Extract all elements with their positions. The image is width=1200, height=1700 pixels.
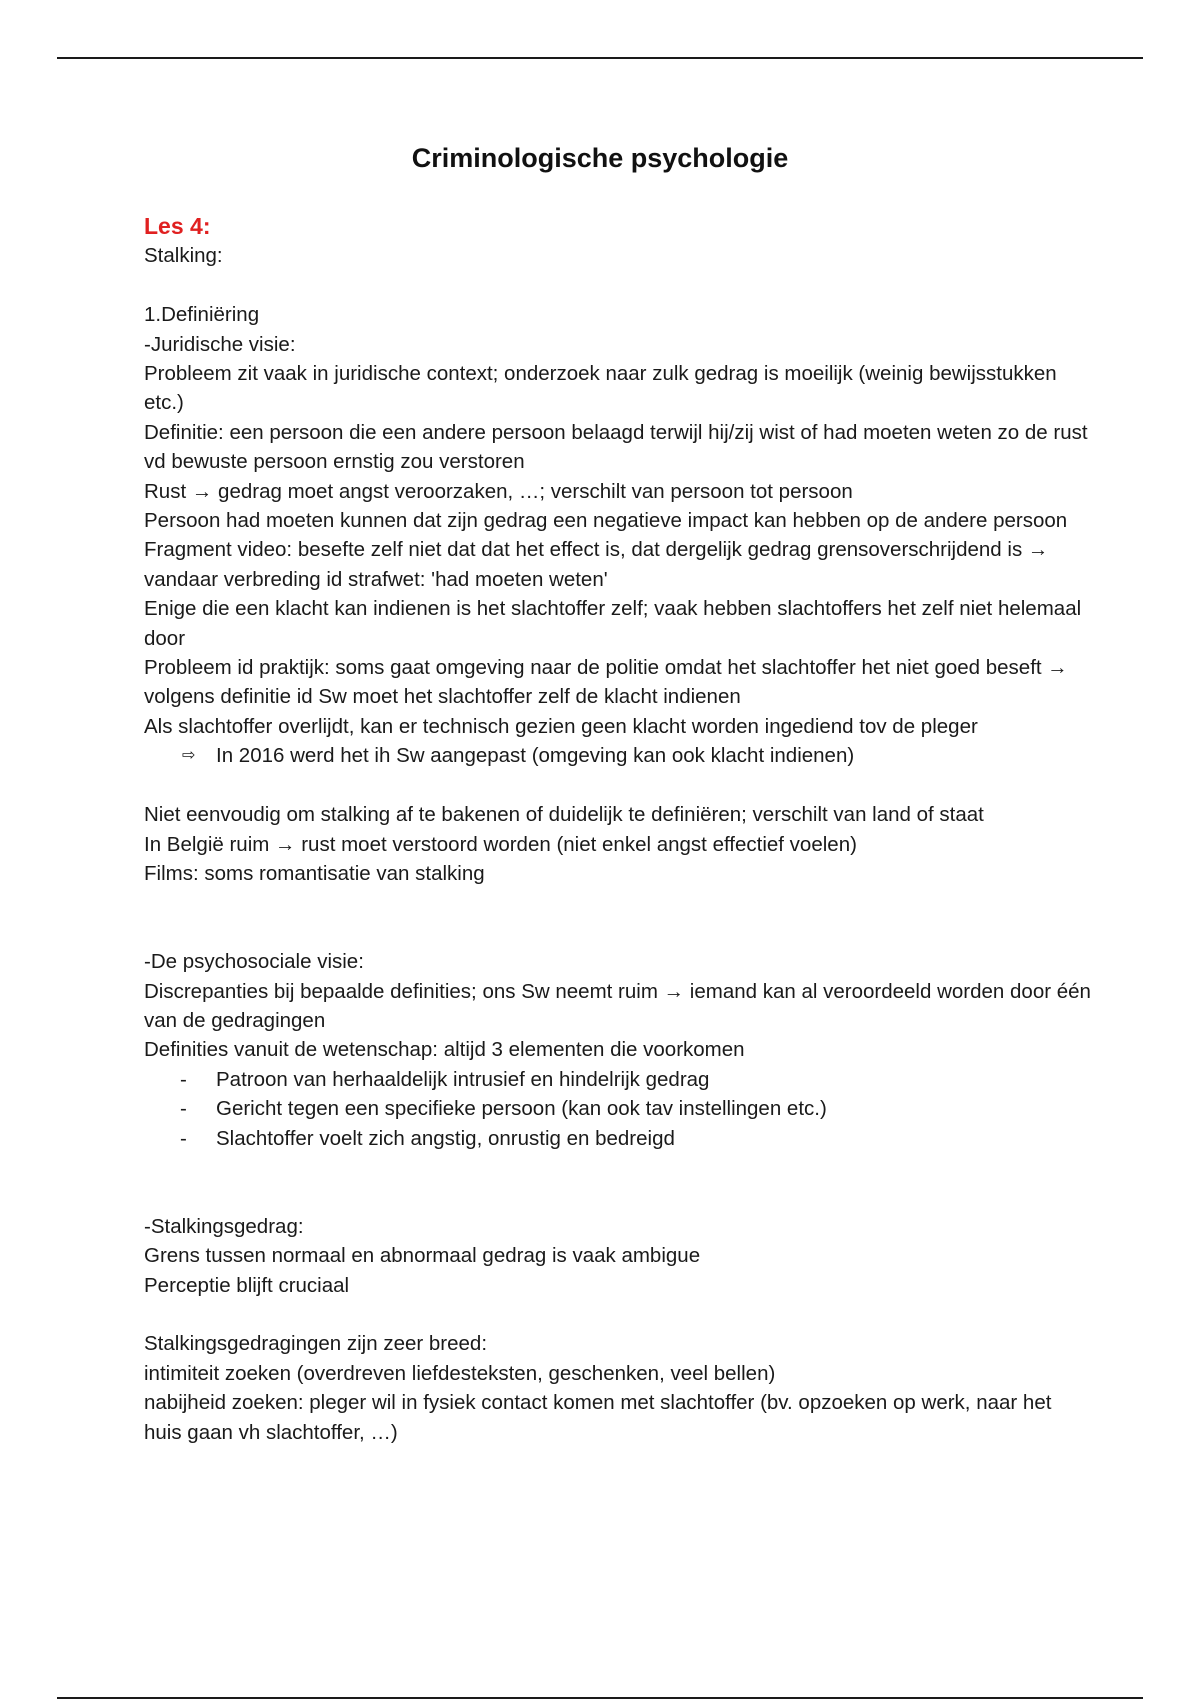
paragraph: Probleem zit vaak in juridische context; onderzoek naar zulk gedrag is moeilijk (weinig bewijsstukken etc.): [144, 362, 1057, 415]
paragraph: Grens tussen normaal en abnormaal gedrag is vaak ambigue: [144, 1244, 701, 1268]
dash-bullet: -: [180, 1067, 187, 1091]
paragraph: Stalkingsgedragingen zijn zeer breed:: [144, 1332, 488, 1356]
bullet-item: [144, 1065, 1094, 1094]
top-rule: [57, 57, 1143, 59]
bullet-item: [144, 1124, 1094, 1153]
subsection-juridisch: -Juridische visie:: [144, 332, 296, 356]
paragraph: Als slachtoffer overlijdt, kan er technisch gezien geen klacht worden ingediend tov de pleger: [144, 714, 978, 738]
bullet-text: Patroon van herhaaldelijk intrusief en hindelrijk gedrag: [216, 1067, 710, 1091]
bottom-rule: [57, 1697, 1143, 1699]
paragraph: intimiteit zoeken (overdreven liefdesteksten, geschenken, veel bellen): [144, 1361, 776, 1385]
document-title: Criminologische psychologie: [411, 143, 789, 173]
paragraph: Enige die een klacht kan indienen is het slachtoffer zelf; vaak hebben slachtoffers het zelf niet helemaal door: [144, 597, 1082, 650]
subsection-stalkingsgedrag: -Stalkingsgedrag:: [144, 1214, 304, 1238]
paragraph: Persoon had moeten kunnen dat zijn gedrag een negatieve impact kan hebben op de andere persoon: [144, 509, 1068, 533]
arrow-bullet-icon: ⇨: [182, 747, 196, 765]
paragraph: In België ruim → rust moet verstoord worden (niet enkel angst effectief voelen): [144, 832, 857, 856]
subsection-psychosociaal: -De psychosociale visie:: [144, 950, 364, 974]
paragraph: Discrepanties bij bepaalde definities; ons Sw neemt ruim → iemand kan al veroordeeld worden door één van de gedragingen: [144, 979, 1091, 1032]
paragraph: Rust → gedrag moet angst veroorzaken, …; verschilt van persoon tot persoon: [144, 479, 853, 503]
bullet-text: Gericht tegen een specifieke persoon (kan ook tav instellingen etc.): [216, 1097, 827, 1121]
dash-bullet: -: [180, 1126, 187, 1150]
bullet-item: [144, 1094, 1094, 1123]
dash-bullet: -: [180, 1097, 187, 1121]
paragraph: Films: soms romantisatie van stalking: [144, 861, 485, 885]
paragraph: Perceptie blijft cruciaal: [144, 1273, 350, 1297]
paragraph: Fragment video: besefte zelf niet dat dat het effect is, dat dergelijk gedrag grensoverschrijdend is → vandaar verbreding id strafwet: 'had moeten weten': [144, 538, 1049, 591]
paragraph: Definitie: een persoon die een andere persoon belaagd terwijl hij/zij wist of had moeten weten zo de rust vd bewuste persoon ernstig zou verstoren: [144, 420, 1088, 474]
paragraph: Probleem id praktijk: soms gaat omgeving naar de politie omdat het slachtoffer het niet goed beseft → volgens definitie id Sw moet het slachtoffer zelf de klacht indienen: [144, 656, 1068, 709]
topic-stalking: Stalking:: [144, 244, 223, 268]
lesson-heading: Les 4:: [144, 213, 211, 239]
paragraph: Niet eenvoudig om stalking af te bakenen of duidelijk te definiëren; verschilt van land of staat: [144, 803, 984, 827]
bullet-text: Slachtoffer voelt zich angstig, onrustig en bedreigd: [216, 1126, 675, 1150]
arrow-list-item: [144, 741, 1094, 770]
paragraph: Definities vanuit de wetenschap: altijd 3 elementen die voorkomen: [144, 1038, 745, 1062]
section-heading: 1.Definiëring: [144, 303, 260, 327]
paragraph: nabijheid zoeken: pleger wil in fysiek contact komen met slachtoffer (bv. opzoeken op werk, naar het huis gaan vh slachtoffer, …): [144, 1391, 1052, 1444]
document-body: [144, 212, 1094, 1447]
arrow-list-text: In 2016 werd het ih Sw aangepast (omgeving kan ook klacht indienen): [216, 744, 855, 768]
